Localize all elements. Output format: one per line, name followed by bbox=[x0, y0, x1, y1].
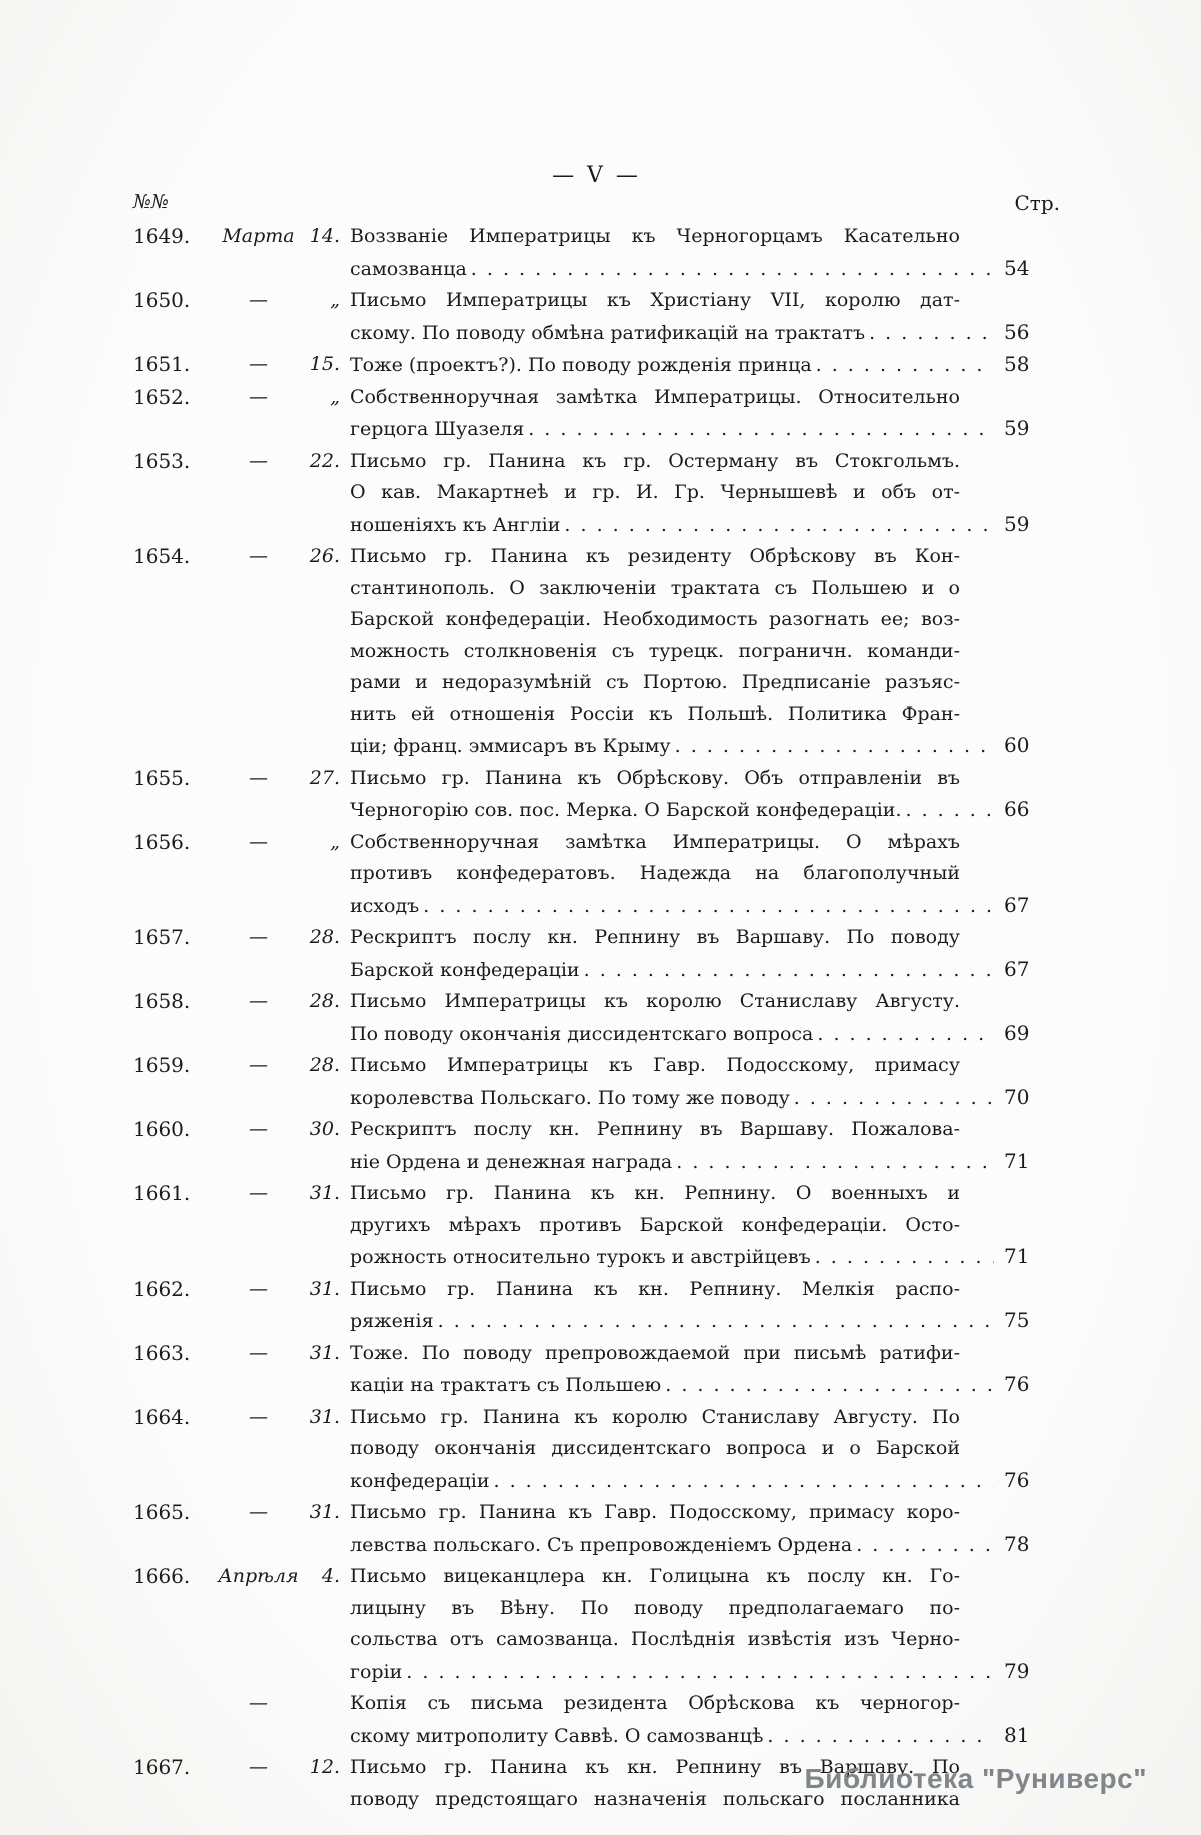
entry-number: 1665. bbox=[133, 1500, 191, 1524]
entry-page-number: 79 bbox=[1004, 1658, 1030, 1683]
entry-line-text: конфедераціи bbox=[350, 1469, 490, 1492]
dot-leader bbox=[423, 891, 994, 923]
toc-entry bbox=[133, 922, 1060, 986]
entry-day: 14. bbox=[309, 225, 340, 247]
entry-line: нить ей отношенія Россіи къ Польшѣ. Политика Фран- bbox=[350, 702, 960, 725]
entry-day: 31. bbox=[309, 1341, 340, 1364]
entry-line-text: ніе Ордена и денежная награда bbox=[350, 1150, 673, 1173]
entry-month: — bbox=[249, 1501, 268, 1523]
entry-line bbox=[350, 730, 1060, 763]
page-column-header: Стр. bbox=[1014, 191, 1060, 215]
entry-line: Письмо Императрицы къ Гавр. Подосскому, примасу bbox=[350, 1054, 960, 1076]
entry-line bbox=[350, 1146, 1060, 1179]
dot-leader bbox=[869, 318, 994, 350]
dot-leader bbox=[767, 1721, 994, 1753]
entry-day: 4. bbox=[321, 1565, 340, 1587]
dot-leader bbox=[471, 254, 994, 286]
entry-line-text: По поводу окончанія диссидентскаго вопроса bbox=[350, 1022, 814, 1045]
entry-number: 1666. bbox=[133, 1564, 191, 1588]
entry-month: — bbox=[249, 1405, 268, 1428]
entry-page-number: 76 bbox=[1004, 1467, 1030, 1492]
entry-description bbox=[350, 446, 1060, 542]
entry-description bbox=[350, 541, 1060, 763]
entry-line-text: рожность относительно турокъ и австрійцевъ bbox=[350, 1246, 811, 1268]
entry-page-number: 59 bbox=[1004, 511, 1030, 536]
entry-line bbox=[350, 1465, 1060, 1498]
entry-description bbox=[350, 221, 1060, 285]
entry-line: Письмо Императрицы къ Христіану VII, королю дат- bbox=[350, 289, 960, 311]
entry-page-number: 60 bbox=[1004, 733, 1030, 757]
entry-line bbox=[350, 954, 1060, 987]
entry-description bbox=[350, 1114, 1060, 1178]
entry-line bbox=[350, 1529, 1060, 1562]
toc-entry bbox=[133, 349, 1060, 382]
entry-line bbox=[350, 1082, 1060, 1115]
toc-entry bbox=[133, 1114, 1060, 1178]
entry-line: Копія съ письма резидента Обрѣскова къ черногор- bbox=[350, 1692, 960, 1714]
entry-page-number: 71 bbox=[1004, 1148, 1030, 1173]
entry-line bbox=[350, 413, 1060, 446]
entry-line bbox=[350, 349, 1060, 382]
entry-page-number: 67 bbox=[1004, 892, 1030, 917]
toc-entry bbox=[133, 221, 1060, 285]
entry-line bbox=[350, 890, 1060, 923]
entry-month: — bbox=[249, 830, 268, 853]
entry-line: Письмо гр. Панина къ кн. Репнину. Мелкія распо- bbox=[350, 1277, 960, 1300]
entry-description bbox=[350, 763, 1060, 827]
entry-day: „ bbox=[330, 289, 340, 311]
entry-page-number: 70 bbox=[1004, 1084, 1030, 1109]
entry-number: 1662. bbox=[133, 1276, 191, 1301]
entry-line: противъ конфедератовъ. Надежда на благополучный bbox=[350, 862, 960, 884]
entry-number: 1656. bbox=[133, 829, 191, 854]
entry-day: 28. bbox=[309, 990, 340, 1012]
entry-month: — bbox=[249, 1692, 268, 1714]
toc-entry bbox=[133, 1178, 1060, 1274]
toc-entry bbox=[133, 382, 1060, 446]
entry-line-text: горіи bbox=[350, 1660, 403, 1683]
entry-description bbox=[350, 285, 1060, 349]
entry-month: — bbox=[249, 449, 268, 472]
entry-line-text: скому. По поводу обмѣна ратификацій на трактатъ bbox=[350, 321, 866, 344]
dot-leader bbox=[438, 1306, 994, 1338]
entry-description bbox=[350, 1688, 1060, 1752]
entry-page-number: 54 bbox=[1004, 255, 1030, 280]
entry-day: 28. bbox=[309, 926, 340, 948]
entry-month: — bbox=[249, 926, 268, 948]
entry-page-number: 67 bbox=[1004, 956, 1030, 981]
entry-line: Письмо гр. Панина къ резиденту Обрѣскову въ Кон- bbox=[350, 545, 960, 567]
entry-line: Письмо гр. Панина къ Обрѣскову. Объ отправленіи въ bbox=[350, 766, 960, 789]
entry-line-text: герцога Шуазеля bbox=[350, 418, 525, 440]
entry-line-text: королевства Польскаго. По тому же поводу bbox=[350, 1086, 790, 1109]
entry-day: „ bbox=[330, 830, 340, 853]
entry-page-number: 81 bbox=[1004, 1722, 1030, 1747]
entry-line: поводу окончанія диссидентскаго вопроса и о Барской bbox=[350, 1437, 960, 1459]
entry-month: — bbox=[249, 385, 268, 408]
entry-line-text: исходъ bbox=[350, 894, 420, 917]
entry-description bbox=[350, 1274, 1060, 1338]
entry-day: 30. bbox=[309, 1118, 340, 1140]
dot-leader bbox=[676, 1147, 994, 1179]
entry-line bbox=[350, 1720, 1060, 1753]
entry-number: 1652. bbox=[133, 384, 191, 409]
numbers-column-header: №№ bbox=[133, 191, 169, 213]
entry-line: О кав. Макартнеѣ и гр. И. Гр. Чернышевѣ и объ от- bbox=[350, 481, 960, 503]
entry-day: 22. bbox=[309, 449, 340, 472]
entry-line bbox=[350, 1241, 1060, 1274]
entry-number: 1657. bbox=[133, 925, 191, 949]
toc-entry bbox=[133, 541, 1060, 763]
toc-entries bbox=[133, 221, 1060, 1815]
entry-day: 31. bbox=[309, 1182, 340, 1204]
entry-number: 1664. bbox=[133, 1404, 191, 1429]
entry-line: Письмо гр. Панина къ королю Станиславу Августу. По bbox=[350, 1405, 960, 1428]
toc-entry bbox=[133, 1050, 1060, 1114]
entry-line bbox=[350, 1656, 1060, 1689]
entry-month: — bbox=[249, 1182, 268, 1204]
entry-line: другихъ мѣрахъ противъ Барской конфедераціи. Осто- bbox=[350, 1213, 960, 1236]
entry-number: 1659. bbox=[133, 1053, 191, 1077]
entry-page-number: 69 bbox=[1004, 1020, 1030, 1045]
entry-number: 1660. bbox=[133, 1117, 191, 1141]
toc-entry bbox=[133, 1402, 1060, 1498]
entry-line-text: левства польскаго. Съ препровожденіемъ Ордена bbox=[350, 1533, 853, 1556]
entry-description bbox=[350, 986, 1060, 1050]
toc-entry bbox=[133, 986, 1060, 1050]
entry-line: стантинополь. О заключеніи трактата съ Польшею и о bbox=[350, 576, 960, 599]
entry-month: — bbox=[249, 990, 268, 1012]
entry-day: 26. bbox=[309, 545, 340, 567]
entry-number: 1661. bbox=[133, 1181, 191, 1205]
entry-line: Письмо гр. Панина къ кн. Репнину. О военныхъ и bbox=[350, 1182, 960, 1204]
entry-day: „ bbox=[330, 385, 340, 408]
entry-line: поводу предстоящаго назначенія польскаго посланника bbox=[350, 1787, 960, 1810]
entry-line-text: самозванца bbox=[350, 257, 467, 280]
entry-line: можность столкновенія съ турецк. пограничн. команди- bbox=[350, 639, 960, 662]
entry-line-text: Тоже (проектъ?). По поводу рожденія принца bbox=[350, 354, 812, 376]
entry-description bbox=[350, 1561, 1060, 1688]
entry-line: Письмо гр. Панина къ Гавр. Подосскому, примасу коро- bbox=[350, 1501, 960, 1523]
entry-line: Письмо вицеканцлера кн. Голицына къ послу кн. Го- bbox=[350, 1565, 960, 1587]
entry-line: Письмо Императрицы къ королю Станиславу Августу. bbox=[350, 990, 960, 1012]
entry-line: Рескриптъ послу кн. Репнину въ Варшаву. По поводу bbox=[350, 926, 960, 948]
dot-leader bbox=[494, 1466, 995, 1498]
entry-page-number: 78 bbox=[1004, 1531, 1030, 1556]
dot-leader bbox=[665, 1370, 994, 1402]
entry-day: 28. bbox=[309, 1054, 340, 1076]
entry-line: Тоже. По поводу препровождаемой при письмѣ ратифи- bbox=[350, 1341, 960, 1364]
dot-leader bbox=[816, 350, 994, 382]
dot-leader bbox=[675, 731, 994, 763]
entry-line: Воззваніе Императрицы къ Черногорцамъ Касательно bbox=[350, 225, 960, 247]
toc-entry bbox=[133, 1688, 1060, 1752]
entry-number: 1651. bbox=[133, 352, 191, 376]
entry-day: 31. bbox=[309, 1277, 340, 1300]
entry-line-text: Барской конфедераціи bbox=[350, 958, 580, 981]
dot-leader bbox=[584, 955, 994, 987]
entry-number: 1667. bbox=[133, 1755, 191, 1779]
entry-page-number: 59 bbox=[1004, 416, 1030, 440]
entry-number: 1655. bbox=[133, 765, 191, 790]
entry-month: Апрѣля bbox=[218, 1565, 299, 1587]
entry-page-number: 66 bbox=[1004, 797, 1030, 821]
entry-line bbox=[350, 1018, 1060, 1051]
entry-day: 31. bbox=[309, 1405, 340, 1428]
entry-line-text: ношеніяхъ къ Англіи bbox=[350, 513, 561, 536]
entry-line: сольства отъ самозванца. Послѣднія извѣстія изъ Черно- bbox=[350, 1628, 960, 1650]
entry-description bbox=[350, 922, 1060, 986]
entry-number: 1650. bbox=[133, 288, 191, 312]
entry-line: рами и недоразумѣній съ Портою. Предписаніе разъяс- bbox=[350, 671, 960, 693]
entry-day: 15. bbox=[309, 353, 340, 375]
entry-line-text: ряженія bbox=[350, 1310, 434, 1332]
column-headers bbox=[133, 191, 1060, 215]
entry-description bbox=[350, 1050, 1060, 1114]
entry-description bbox=[350, 349, 1060, 382]
entry-line: Рескриптъ послу кн. Репнину въ Варшаву. Пожалова- bbox=[350, 1118, 960, 1140]
entry-month: — bbox=[249, 1118, 268, 1140]
entry-number: 1658. bbox=[133, 989, 191, 1013]
entry-day bbox=[307, 1688, 350, 1752]
entry-day: 27. bbox=[309, 766, 340, 789]
toc-entry bbox=[133, 285, 1060, 349]
entry-month: — bbox=[249, 545, 268, 567]
entry-number bbox=[133, 1688, 210, 1752]
entry-month: — bbox=[249, 766, 268, 789]
entry-line: Собственноручная замѣтка Императрицы. О мѣрахъ bbox=[350, 830, 960, 853]
entry-line: Барской конфедераціи. Необходимость разогнать ее; воз- bbox=[350, 608, 960, 630]
dot-leader bbox=[528, 414, 994, 446]
entry-page-number: 58 bbox=[1004, 352, 1030, 376]
runivers-watermark: Библиотека "Руниверс" bbox=[804, 1763, 1147, 1794]
entry-line-text: каціи на трактатъ съ Польшею bbox=[350, 1374, 662, 1396]
entry-day: 31. bbox=[309, 1501, 340, 1523]
entry-day: 12. bbox=[309, 1756, 340, 1778]
toc-entry bbox=[133, 446, 1060, 542]
entry-line: лицыну въ Вѣну. По поводу предполагаемаго по- bbox=[350, 1596, 960, 1619]
dot-leader bbox=[856, 1530, 994, 1562]
entry-month: — bbox=[249, 289, 268, 311]
entry-line-text: ціи; франц. эммисаръ въ Крыму bbox=[350, 735, 671, 757]
entry-description bbox=[350, 1402, 1060, 1498]
entry-line: Собственноручная замѣтка Императрицы. Относительно bbox=[350, 385, 960, 408]
dot-leader bbox=[817, 1019, 994, 1051]
entry-description bbox=[350, 382, 1060, 446]
entry-month: — bbox=[249, 353, 268, 375]
entry-line: Письмо гр. Панина къ кн. Репнину въ Варшаву. По bbox=[350, 1756, 960, 1778]
entry-page-number: 76 bbox=[1004, 1372, 1030, 1396]
toc-entry bbox=[133, 1274, 1060, 1338]
entry-description bbox=[350, 1178, 1060, 1274]
entry-description bbox=[350, 1338, 1060, 1402]
dot-leader bbox=[794, 1083, 994, 1115]
dot-leader bbox=[905, 795, 994, 827]
dot-leader bbox=[815, 1242, 994, 1274]
entry-page-number: 75 bbox=[1004, 1308, 1030, 1332]
entry-number: 1653. bbox=[133, 448, 191, 473]
entry-month: — bbox=[249, 1341, 268, 1364]
entry-page-number: 71 bbox=[1004, 1244, 1030, 1268]
dot-leader bbox=[564, 510, 994, 542]
entry-line bbox=[350, 509, 1060, 542]
entry-line bbox=[350, 1305, 1060, 1338]
entry-line bbox=[350, 794, 1060, 827]
entry-page-number: 56 bbox=[1004, 319, 1030, 344]
toc-entry bbox=[133, 1497, 1060, 1561]
entry-month: Марта bbox=[222, 225, 295, 247]
entry-line bbox=[350, 1369, 1060, 1402]
entry-line-text: скому митрополиту Саввѣ. О самозванцѣ bbox=[350, 1724, 764, 1747]
entry-number: 1663. bbox=[133, 1340, 191, 1365]
entry-month: — bbox=[249, 1054, 268, 1076]
entry-number: 1654. bbox=[133, 544, 191, 568]
entry-line-text: Черногорію сов. пос. Мерка. О Барской конфедераціи. bbox=[350, 799, 902, 821]
entry-description bbox=[350, 1497, 1060, 1561]
toc-entry bbox=[133, 1561, 1060, 1688]
toc-entry bbox=[133, 1338, 1060, 1402]
entry-line bbox=[350, 253, 1060, 286]
page-number-header: — V — bbox=[552, 163, 641, 188]
entry-month: — bbox=[249, 1756, 268, 1778]
toc-entry bbox=[133, 763, 1060, 827]
entry-description bbox=[350, 827, 1060, 923]
entry-month: — bbox=[249, 1277, 268, 1300]
entry-line bbox=[350, 317, 1060, 350]
entry-line: Письмо гр. Панина къ гр. Остерману въ Стокгольмъ. bbox=[350, 449, 960, 472]
entry-number: 1649. bbox=[133, 224, 191, 248]
toc-entry bbox=[133, 827, 1060, 923]
dot-leader bbox=[406, 1657, 994, 1689]
